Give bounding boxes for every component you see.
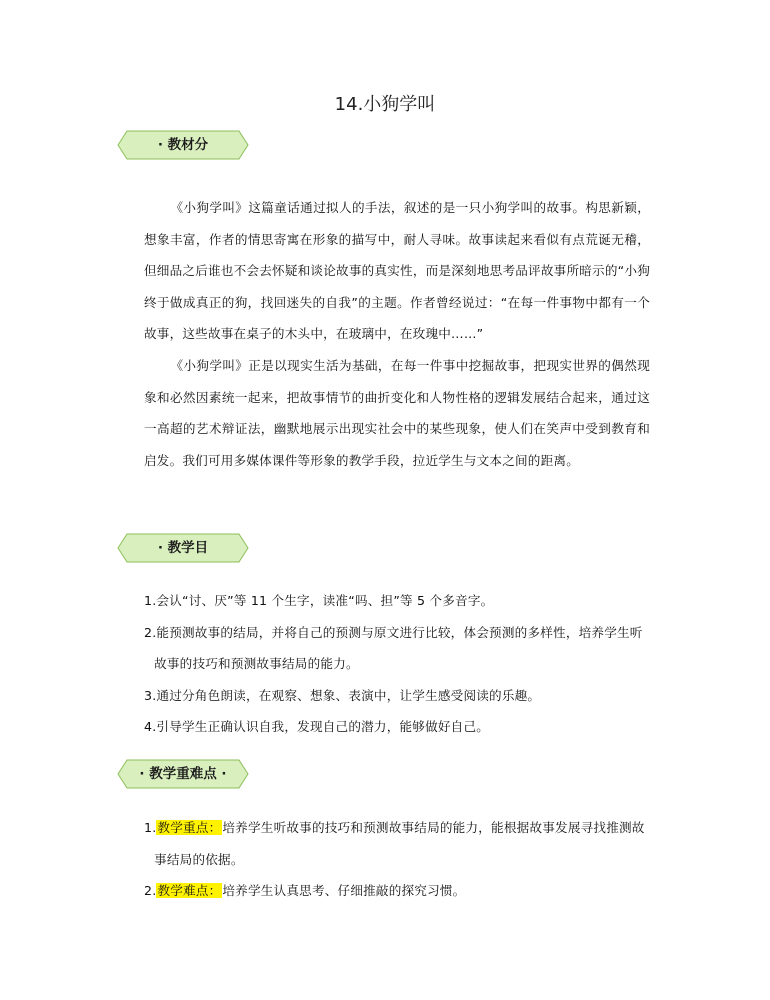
list-item <box>144 875 650 907</box>
section-label: · 教学重难点 · <box>139 766 227 782</box>
item-number: 1. <box>144 820 157 835</box>
section-tag-goals <box>117 533 249 563</box>
section-label: · 教学目 <box>157 540 209 556</box>
list-item: 2.能预测故事的结局，并将自己的预测与原文进行比较，体会预测的多样性，培养学生听故事的技巧和预测故事结局的能力。 <box>144 624 643 672</box>
keypoints-list <box>144 812 650 907</box>
analysis-paragraph-1: 《小狗学叫》这篇童话通过拟人的手法，叙述的是一只小狗学叫的故事。构思新颖，想象丰富，作者的情思寄寓在形象的描写中，耐人寻味。故事读起来看似有点荒诞无稽，但细品之后谁也不会去怀疑和谈论故事的真实性，而是深刻地思考品评故事所暗示的“小狗终于做成真正的狗，找回迷失的自我”的主题。作者曾经说过：“在每一件事物中都有一个故事，这些故事在桌子的木头中，在玻璃中，在玫瑰中……” <box>144 200 650 342</box>
highlight-label: 教学重点： <box>157 820 222 835</box>
list-item: 1.会认“讨、厌”等 11 个生字，读准“吗、担”等 5 个多音字。 <box>144 593 494 608</box>
item-number: 2. <box>144 883 157 899</box>
section-tag-analysis <box>117 130 249 160</box>
goals-list <box>144 585 650 743</box>
analysis-paragraph-2: 《小狗学叫》正是以现实生活为基础，在每一件事中挖掘故事，把现实世界的偶然现象和必然因素统一起来，把故事情节的曲折变化和人物性格的逻辑发展结合起来，通过这一高超的艺术辩证法，幽默地展示出现实社会中的某些现象，使人们在笑声中受到教育和启发。我们可用多媒体课件等形象的教学手段，拉近学生与文本之间的距离。 <box>144 358 650 468</box>
item-text: 培养学生听故事的技巧和预测故事结局的能力，能根据故事发展寻找推测故事结局的依据。 <box>154 820 645 867</box>
list-item: 3.通过分角色朗读，在观察、想象、表演中，让学生感受阅读的乐趣。 <box>144 687 541 703</box>
item-text: 培养学生认真思考、仔细推敲的探究习惯。 <box>222 883 466 899</box>
list-item <box>144 812 650 875</box>
page-title: 14.小狗学叫 <box>334 94 436 115</box>
list-item: 4.引导学生正确认识自我，发现自己的潜力，能够做好自己。 <box>144 719 490 735</box>
highlight-label: 教学难点： <box>157 883 222 899</box>
section-tag-keypoints <box>117 759 249 789</box>
section-label: · 教材分 <box>157 137 209 153</box>
